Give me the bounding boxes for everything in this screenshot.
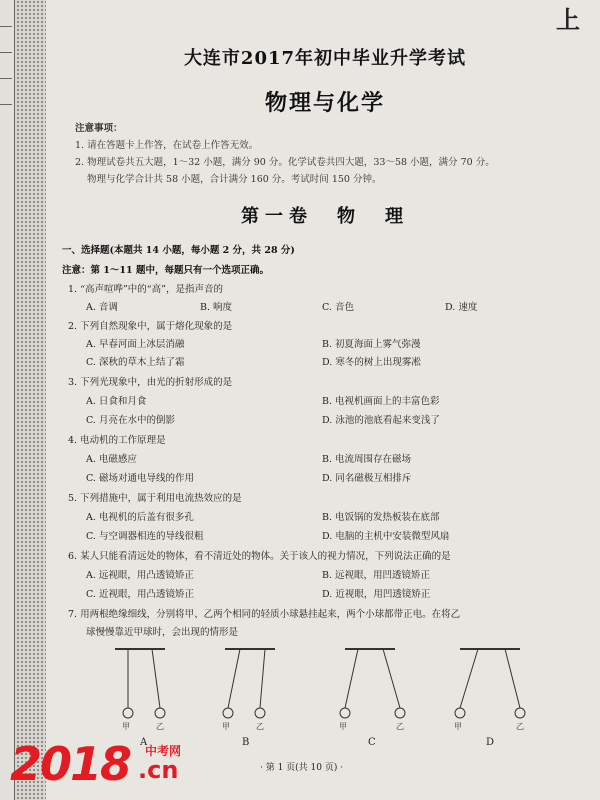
answer-option: C. 音色	[322, 302, 354, 313]
answer-option: A. 早春河面上冰层消融	[86, 339, 185, 350]
notice-line: 1. 请在答题卡上作答，在试卷上作答无效。	[75, 140, 259, 151]
question-stem-cont: 球慢慢靠近甲球时，会出现的情形是	[86, 627, 239, 638]
question-stem: 4. 电动机的工作原理是	[68, 435, 166, 446]
binding-info-box	[0, 0, 15, 800]
answer-option: D. 寒冬的树上出现雾凇	[322, 357, 421, 368]
binding-cell	[0, 78, 12, 105]
answer-option: C. 月亮在水中的倒影	[86, 415, 175, 426]
diagram-option-b	[223, 649, 275, 718]
answer-option: A. 远视眼，用凸透镜矫正	[86, 570, 194, 581]
diagram-option-c	[340, 649, 405, 718]
diagram-label-d: D	[486, 737, 495, 748]
binding-cell	[0, 0, 12, 27]
ball-label-jia: 甲	[222, 722, 230, 731]
question-stem: 3. 下列光现象中，由光的折射形成的是	[68, 377, 233, 388]
notice-block	[75, 120, 580, 188]
answer-option: B. 响度	[200, 302, 233, 313]
binding-cell	[0, 52, 12, 79]
answer-option: C. 深秋的草木上结了霜	[86, 357, 185, 368]
diagram-label-c: C	[368, 737, 376, 748]
answer-option: A. 日食和月食	[86, 396, 147, 407]
answer-option: B. 电视机画面上的丰富色彩	[322, 396, 440, 407]
answer-option: A. 电视机的后盖有很多孔	[86, 512, 194, 523]
ball-label-yi: 乙	[396, 722, 404, 731]
question-stem: 7. 用两根绝缘细线，分别将甲、乙两个相同的轻质小球悬挂起来，两个小球都带正电。在将乙	[68, 609, 461, 620]
diagram-option-d	[455, 649, 525, 718]
notice-line: 2. 物理试卷共五大题，1～32 小题，满分 90 分。化学试卷共四大题，33～58 小题，满分 70 分。	[75, 157, 495, 168]
answer-option: A. 电磁感应	[86, 454, 137, 465]
ball-label-jia: 甲	[339, 722, 347, 731]
page-footer: · 第 1 页(共 10 页) ·	[260, 763, 344, 773]
section-note: 注意：第 1～11 题中，每题只有一个选项正确。	[62, 265, 269, 276]
answer-option: D. 泳池的池底看起来变浅了	[322, 415, 440, 426]
diagram-option-a	[115, 649, 165, 718]
binding-cell	[0, 26, 12, 53]
watermark-domain: .cn	[138, 756, 179, 784]
exam-title: 大连市2017年初中毕业升学考试	[183, 48, 467, 69]
notice-heading: 注意事项：	[75, 123, 123, 134]
ball-label-jia: 甲	[454, 722, 462, 731]
answer-option: B. 初夏海面上雾气弥漫	[322, 339, 421, 350]
answer-option: D. 近视眼，用凹透镜矫正	[322, 589, 431, 600]
answer-option: B. 电饭锅的发热板装在底部	[322, 512, 440, 523]
volume-title: 第一卷 物 理	[241, 206, 409, 227]
exam-subtitle: 物理与化学	[264, 90, 385, 116]
diagram-label-b: B	[242, 737, 250, 748]
diagram-label-a: A	[140, 737, 148, 748]
site-watermark-logo	[10, 737, 182, 791]
corner-handwriting: 上	[556, 5, 580, 34]
answer-option: B. 电流周围存在磁场	[322, 454, 412, 465]
answer-option: C. 与空调器相连的导线很粗	[86, 531, 204, 542]
ball-label-jia: 甲	[122, 722, 130, 731]
pendulum-diagram	[100, 643, 580, 748]
answer-option: D. 同名磁极互相排斥	[322, 473, 412, 484]
ball-label-yi: 乙	[156, 722, 164, 731]
notice-line: 物理与化学合计共 58 小题，合计满分 160 分。考试时间 150 分钟。	[87, 174, 382, 185]
watermark-number: 2018	[10, 737, 131, 791]
section-title: 一、选择题(本题共 14 小题，每小题 2 分，共 28 分)	[62, 245, 295, 256]
question-stem: 6. 某人只能看清远处的物体，看不清近处的物体。关于该人的视力情况，下列说法正确的是	[68, 551, 451, 562]
answer-option: D. 速度	[445, 302, 478, 313]
watermark-site-name: 中考网	[145, 744, 182, 758]
answer-option: A. 音调	[86, 302, 118, 313]
answer-option: C. 磁场对通电导线的作用	[86, 473, 194, 484]
question-stem: 1. “高声喧哗”中的“高”，是指声音的	[68, 284, 224, 295]
ball-label-yi: 乙	[256, 722, 264, 731]
answer-option: D. 电脑的主机中安装微型风扇	[322, 531, 450, 542]
answer-option: B. 远视眼，用凹透镜矫正	[322, 570, 431, 581]
question-stem: 2. 下列自然现象中，属于熔化现象的是	[68, 321, 233, 332]
ball-label-yi: 乙	[516, 722, 524, 731]
question-stem: 5. 下列措施中，属于利用电流热效应的是	[68, 493, 242, 504]
answer-option: C. 近视眼，用凸透镜矫正	[86, 589, 194, 600]
